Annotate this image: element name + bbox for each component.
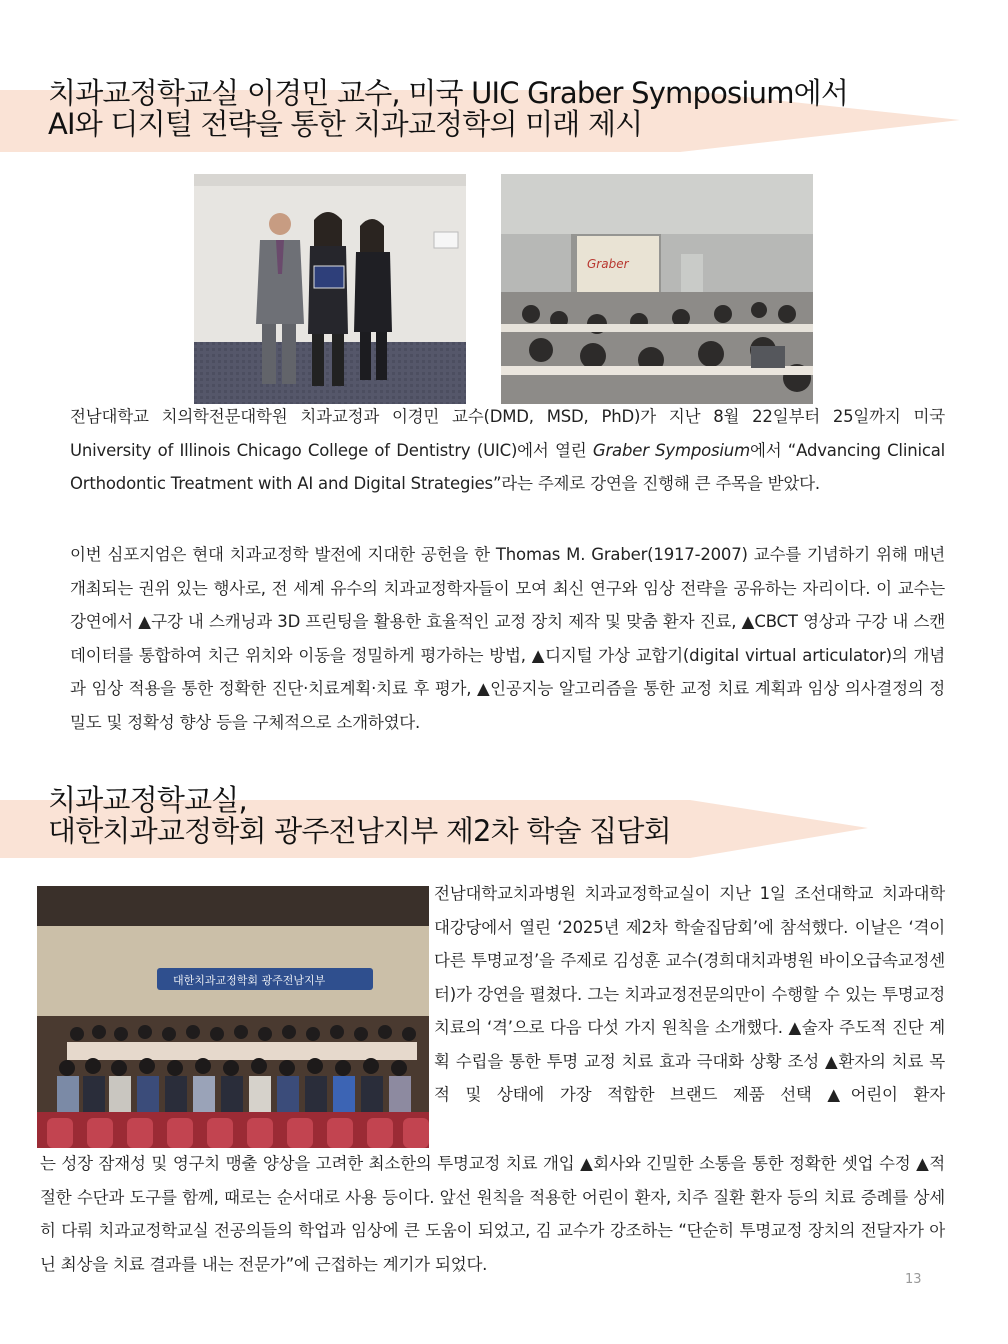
article1-p1-text-b: 에서 “Advancing Clinical Orthodontic Treatment with AI and Digital Strategies”라는 주제로 강연을 진행해 큰 주목을 받았다.: [70, 440, 946, 493]
article1-title-line1: 치과교정학교실 이경민 교수, 미국 UIC Graber Symposium에서: [48, 76, 849, 110]
page-number: 13: [905, 1272, 922, 1287]
award-photo: [194, 174, 466, 404]
article2-title-line1: 치과교정학교실,: [48, 783, 247, 817]
article2-body-full: 는 성장 잠재성 및 영구치 맹출 양상을 고려한 최소한의 투명교정 치료 개입 ▲회사와 긴밀한 소통을 통한 정확한 셋업 수정 ▲적절한 수단과 도구를 함께, 때로는 순서대로 사용 등이다. 앞선 원칙을 적용한 어린이 환자, 치주 질환 환자 등의 치료 증례를 상세히 다뤄 치과교정학교실 전공의들의 학업과 임상에 큰 도움이 되었고, 김 교수가 강조하는 “단순히 투명교정 장치의 전달자가 아닌 최상을 치료 결과를 내는 전문가”에 근접하는 계기가 되었다.: [40, 1154, 945, 1274]
article2-title-line2: 대한치과교정학회 광주전남지부 제2차 학술 집담회: [48, 814, 671, 848]
article1-title: [48, 78, 848, 140]
svg-text:Graber: Graber: [587, 257, 629, 271]
article1-paragraph-2: 이번 심포지엄은 현대 치과교정학 발전에 지대한 공헌을 한 Thomas M. Graber(1917-2007) 교수를 기념하기 위해 매년 개최되는 권위 있는 행사로, 전 세계 유수의 치과교정학자들이 모여 최신 연구와 임상 전략을 공유하는 자리이다. 이 교수는 강연에서 ▲구강 내 스캐닝과 3D 프린팅을 활용한 효율적인 교정 장치 제작 및 맞춤 환자 진료, ▲CBCT 영상과 구강 내 스캔 데이터를 통합하여 치근 위치와 이동을 정밀하게 평가하는 방법, ▲디지털 가상 교합기(digital virtual articulator)의 개념과 임상 적용을 통한 정확한 진단·치료계획·치료 후 평가, ▲인공지능 알고리즘을 통한 교정 치료 계획과 임상 의사결정의 정밀도 및 정확성 향상 등을 구체적으로 소개하였다.: [70, 545, 945, 732]
article1-p1-text-a: 전남대학교 치의학전문대학원 치과교정과 이경민 교수(DMD, MSD, PhD)가 지난 8월 22일부터 25일까지 미국 University of Illinois Chicago College of Dentistry (UIC)에서 열린: [70, 407, 945, 460]
article1-p1-italic: Graber Symposium: [592, 440, 750, 460]
group-photo-banner-text: 대한치과교정학회 광주전남지부: [173, 974, 326, 987]
article1-paragraph-1: [70, 400, 945, 501]
article1-title-line2: AI와 디지털 전략을 통한 치과교정학의 미래 제시: [48, 107, 643, 141]
article2-body-wrapped: 전남대학교치과병원 치과교정학교실이 지난 1일 조선대학교 치과대학 대강당에서 열린 ‘2025년 제2차 학술집담회’에 참석했다. 이날은 ‘격이 다른 투명교정’을 주제로 김성훈 교수(경희대치과병원 바이오급속교정센터)가 강연을 펼쳤다. 그는 치과교정전문의만이 수행할 수 있는 투명교정 치료의 ‘격’으로 다음 다섯 가지 원칙을 소개했다. ▲술자 주도적 진단 계획 수립을 통한 투명 교정 치료 효과 극대화 상황 조성 ▲환자의 치료 목적 및 상태에 가장 적합한 브랜드 제품 선택 ▲어린이 환자: [434, 884, 946, 1104]
lecture-hall-photo: [501, 174, 813, 404]
article2-title: [48, 785, 671, 847]
group-photo: [37, 886, 429, 1148]
